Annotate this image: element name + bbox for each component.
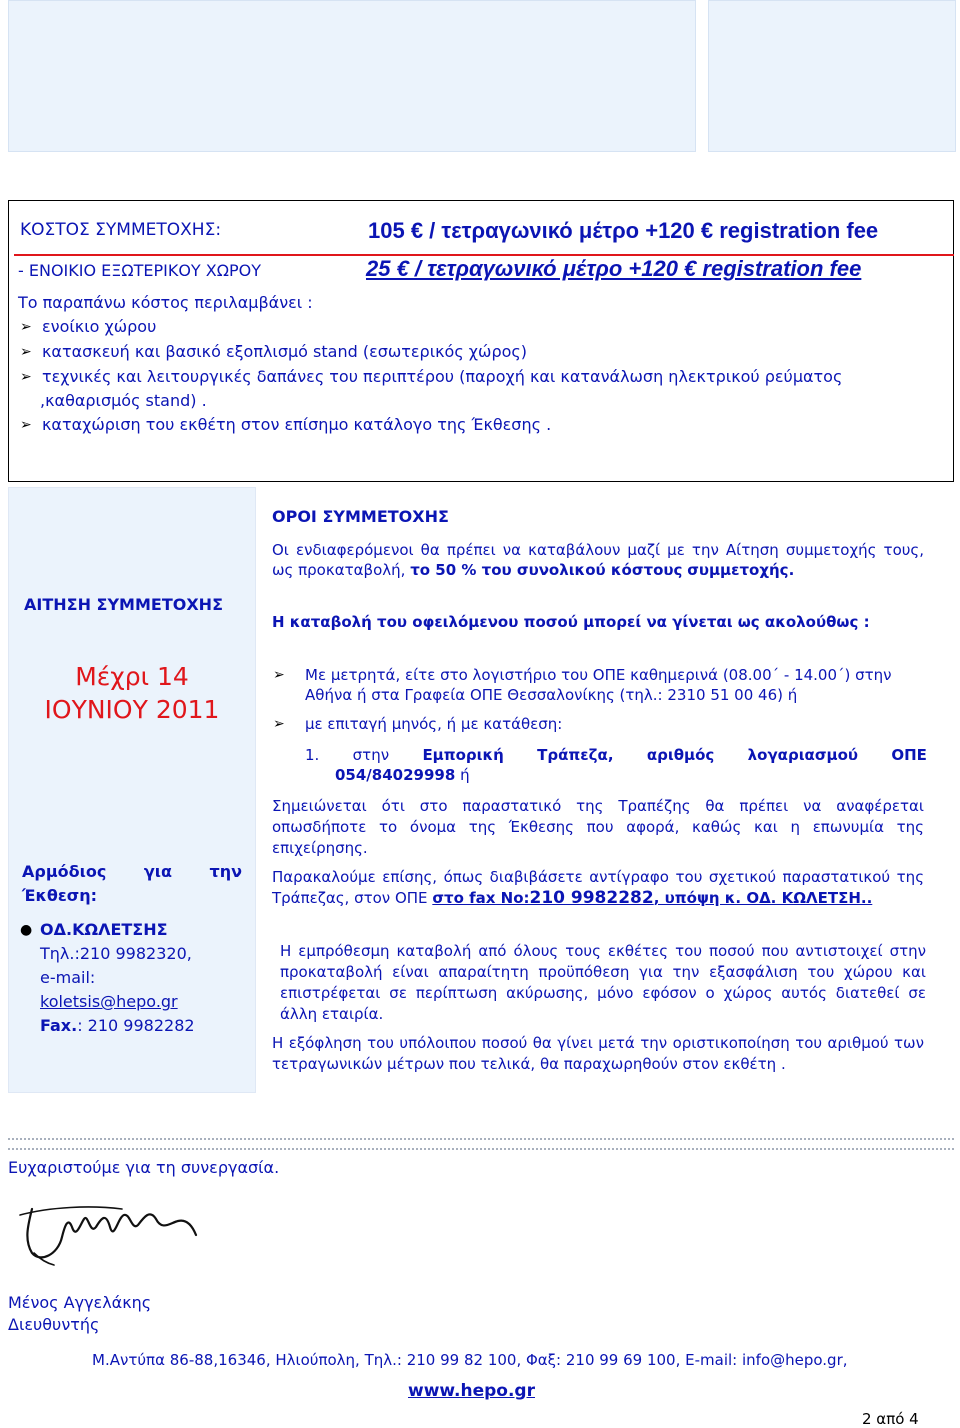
terms-p4-text: Παρακαλούμε επίσης, όπως διαβιβάσετε αντίγραφο του σχετικού παραστατικού της Τράπεζας, στον ΟΠΕ: [272, 868, 924, 907]
top-right-panel: [708, 0, 956, 152]
outdoor-rent-value: 25 € / τετραγωνικό μέτρο +120 € registration fee: [366, 256, 862, 281]
contact-block: [22, 918, 252, 1038]
cost-item-label: ενοίκιο χώρου: [42, 317, 157, 336]
signature-image: [10, 1195, 200, 1270]
cost-item-label: τεχνικές και λειτουργικές δαπάνες του περιπτέρου (παροχή και κατανάλωση ηλεκτρικού ρεύματος: [42, 367, 843, 386]
includes-text: Το παραπάνω κόστος περιλαμβάνει :: [18, 293, 313, 312]
cost-value: 105 € / τετραγωνικό μέτρο +120 € registration fee: [368, 218, 879, 243]
arrow-bullet-icon: ➢: [20, 369, 32, 385]
bank-account: 054/84029998: [335, 766, 456, 784]
terms-paragraph-4: [272, 867, 924, 909]
bullet-dot-icon: ●: [20, 922, 33, 938]
terms-bullet-1-text: Με μετρητά, είτε στο λογιστήριο του ΟΠΕ καθημερινά (08.00΄ - 14.00΄) στην Αθήνα ή στα Γραφεία ΟΠΕ Θεσσαλονίκης (τηλ.: 2310 51 00 46) ή: [305, 666, 892, 704]
cost-label: ΚΟΣΤΟΣ ΣΥΜΜΕΤΟΧΗΣ:: [20, 220, 222, 240]
fax-reference-attn: , υπόψη κ. ΟΔ. ΚΩΛΕΤΣΗ..: [653, 889, 873, 907]
terms-bullet-2: [273, 714, 930, 734]
contact-label: Αρμόδιος για την Έκθεση:: [22, 862, 242, 905]
cost-item-catalogue: [20, 413, 552, 437]
terms-title: ΟΡΟΙ ΣΥΜΜΕΤΟΧΗΣ: [272, 507, 449, 526]
terms-bullet-1: [273, 665, 930, 705]
terms-paragraph-3: Σημειώνεται ότι στο παραστατικό της Τραπέζης θα πρέπει να αναφέρεται οπωσδήποτε το όνομα της Έκθεσης που αφορά, καθώς και η επωνυμία της επιχείρησης.: [272, 797, 924, 857]
cost-item-rent: [20, 315, 157, 339]
contact-email-link[interactable]: koletsis@hepo.gr: [40, 992, 178, 1011]
terms-paragraph-1: [272, 540, 924, 580]
fax-label: Fax.: [40, 1016, 78, 1035]
cost-item-label: κατασκευή και βασικό εξοπλισμό stand (εσωτερικός χώρος): [42, 342, 528, 361]
page-number: 2 από 4: [862, 1410, 919, 1428]
bank-name: Εμπορική: [422, 746, 504, 764]
numbered-item-suffix: ή: [460, 766, 470, 784]
arrow-bullet-icon: ➢: [20, 417, 32, 433]
contact-name: ΟΔ.ΚΩΛΕΤΣΗΣ: [40, 920, 168, 939]
cost-item-label: καταχώριση του εκθέτη στον επίσημο κατάλογο της Έκθεσης .: [42, 415, 552, 434]
cost-item-expenses-cont: ,καθαρισμός stand) .: [40, 391, 207, 410]
website-link[interactable]: www.hepo.gr: [408, 1381, 535, 1401]
dotted-separator: [8, 1138, 954, 1140]
cost-item-expenses: [20, 365, 843, 389]
numbered-item-prefix: στην: [352, 746, 390, 764]
signer-name: Μένος Αγγελάκης: [8, 1293, 152, 1312]
numbered-item-number: 1.: [305, 746, 320, 764]
contact-fax: [22, 1014, 252, 1038]
contact-phone: Τηλ.:210 9982320,: [40, 944, 192, 963]
dotted-separator-lower: [8, 1148, 954, 1150]
fax-reference-number: 210 9982282: [529, 888, 654, 908]
deadline-line-2: ΙΟΥΝΙΟΥ 2011: [44, 695, 220, 724]
top-left-panel: [8, 0, 696, 152]
terms-p1-text: Οι ενδιαφερόμενοι θα πρέπει να καταβάλουν μαζί με την Αίτηση συμμετοχής τους, ως προκαταβολή,: [272, 541, 924, 579]
arrow-bullet-icon: ➢: [20, 319, 32, 335]
deadline-line-1: Μέχρι 14: [75, 662, 189, 691]
cost-item-stand: [20, 340, 528, 364]
footer-address: Μ.Αντύπα 86-88,16346, Ηλιούπολη, Τηλ.: 210 99 82 100, Φαξ: 210 99 69 100, E-mail: info@hepo.gr,: [92, 1351, 848, 1369]
fax-number: : 210 9982282: [77, 1016, 195, 1035]
fax-reference: στο fax No:: [432, 889, 530, 907]
arrow-bullet-icon: ➢: [273, 667, 285, 683]
thanks-text: Ευχαριστούμε για τη συνεργασία.: [8, 1158, 280, 1177]
terms-p1-end: συμμετοχής.: [687, 561, 795, 579]
outdoor-rent-label: - ΕΝΟΙΚΙΟ ΕΞΩΤΕΡΙΚΟΥ ΧΩΡΟΥ: [18, 261, 261, 280]
arrow-bullet-icon: ➢: [273, 716, 285, 732]
contact-email-label: e-mail:: [40, 968, 96, 987]
signer-title: Διευθυντής: [8, 1315, 100, 1334]
terms-numbered-1: 1. στην Εμπορική Τράπεζα, αριθμός λογαριασμού ΟΠΕ 054/84029998 ή: [305, 746, 927, 784]
arrow-bullet-icon: ➢: [20, 344, 32, 360]
terms-paragraph-6: Η εξόφληση του υπόλοιπου ποσού θα γίνει μετά την οριστικοποίηση του αριθμού των τετραγωνικών μέτρων που τελικά, θα παραχωρηθούν στον εκθέτη .: [272, 1034, 924, 1073]
terms-bullet-2-text: με επιταγή μηνός, ή με κατάθεση:: [305, 715, 563, 733]
terms-p1-highlight: το 50 % του συνολικού κόστους: [410, 561, 683, 579]
terms-paragraph-2: Η καταβολή του οφειλόμενου ποσού μπορεί να γίνεται ως ακολούθως :: [272, 613, 870, 631]
application-title: ΑΙΤΗΣΗ ΣΥΜΜΕΤΟΧΗΣ: [24, 595, 223, 614]
terms-paragraph-5: Η εμπρόθεσμη καταβολή από όλους τους εκθέτες του ποσού που αντιστοιχεί στην προκαταβολή είναι απαραίτητη προϋπόθεση για την εξασφάλιση του χώρου και επιστρέφεται σε περίπτωση ακύρωσης, μόνο εφόσον ο χώρος αυτός διατεθεί σε άλλη εταιρία.: [280, 942, 926, 1023]
deadline: [8, 660, 256, 726]
